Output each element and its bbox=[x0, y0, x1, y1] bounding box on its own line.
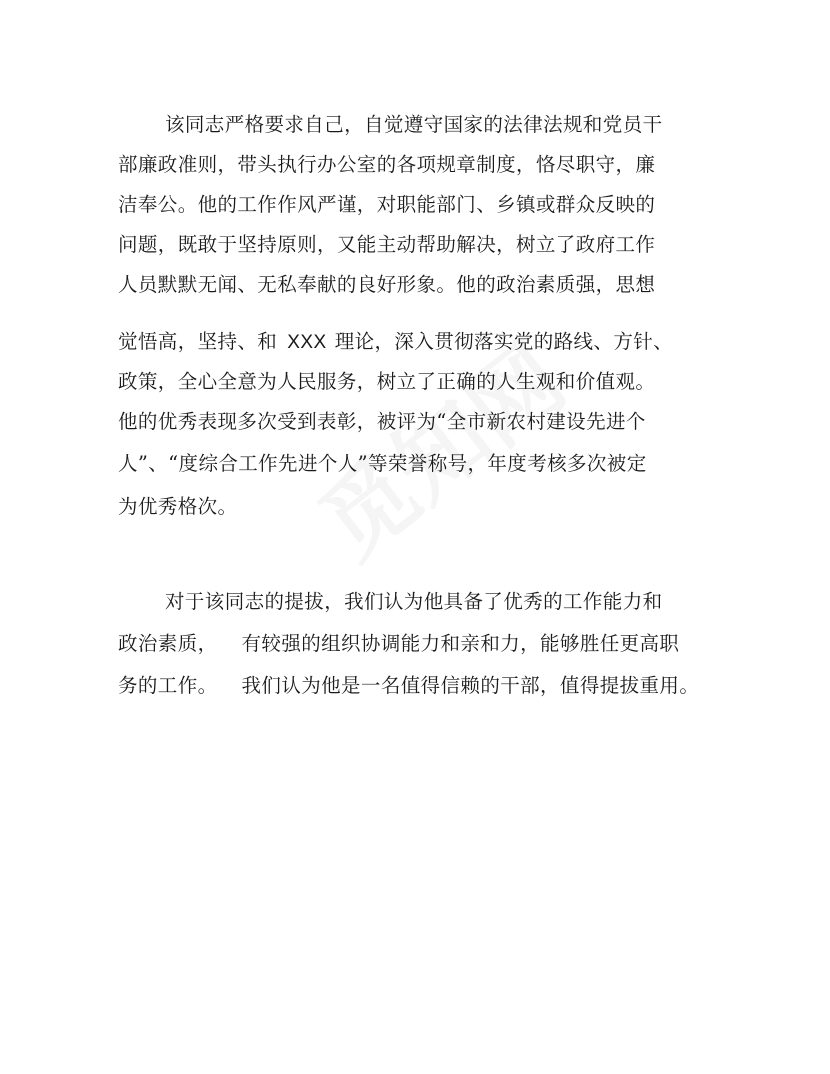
text-line bbox=[118, 632, 679, 656]
text-segment: 我们认为他是一名值得信赖的干部，值得提拔重用。 bbox=[241, 674, 700, 697]
text-line: 对于该同志的提拔，我们认为他具备了优秀的工作能力和 bbox=[165, 590, 663, 613]
text-line: 人员默默无闻、无私奉献的良好形象。他的政治素质强，思想 bbox=[118, 273, 656, 296]
text-line: 他的优秀表现多次受到表彰，被评为“全市新农村建设先进个 bbox=[118, 410, 646, 433]
text-segment: 务的工作。 bbox=[118, 674, 218, 697]
text-segment: 有较强的组织协调能力和亲和力，能够胜任更高职 bbox=[241, 632, 680, 655]
text-line: 该同志严格要求自己，自觉遵守国家的法律法规和党员干 bbox=[165, 113, 663, 136]
text-line: 为优秀格次。 bbox=[118, 495, 238, 518]
text-line bbox=[118, 330, 673, 355]
text-segment: 觉悟高，坚持、和 bbox=[118, 330, 278, 353]
text-line bbox=[118, 674, 699, 698]
text-segment: 政治素质， bbox=[118, 632, 218, 655]
text-segment: 理论，深入贯彻落实党的路线、方针、 bbox=[334, 330, 674, 353]
text-line: 部廉政准则，带头执行办公室的各项规章制度，恪尽职守，廉 bbox=[118, 153, 656, 176]
text-line: 问题，既敢于坚持原则，又能主动帮助解决，树立了政府工作 bbox=[118, 233, 656, 256]
text-segment-placeholder: XXX bbox=[287, 332, 327, 353]
text-line: 政策，全心全意为人民服务，树立了正确的人生观和价值观。 bbox=[118, 370, 656, 393]
text-line: 洁奉公。他的工作作风严谨，对职能部门、乡镇或群众反映的 bbox=[118, 193, 656, 216]
text-line: 人”、“度综合工作先进个人”等荣誉称号，年度考核多次被定 bbox=[118, 452, 647, 475]
